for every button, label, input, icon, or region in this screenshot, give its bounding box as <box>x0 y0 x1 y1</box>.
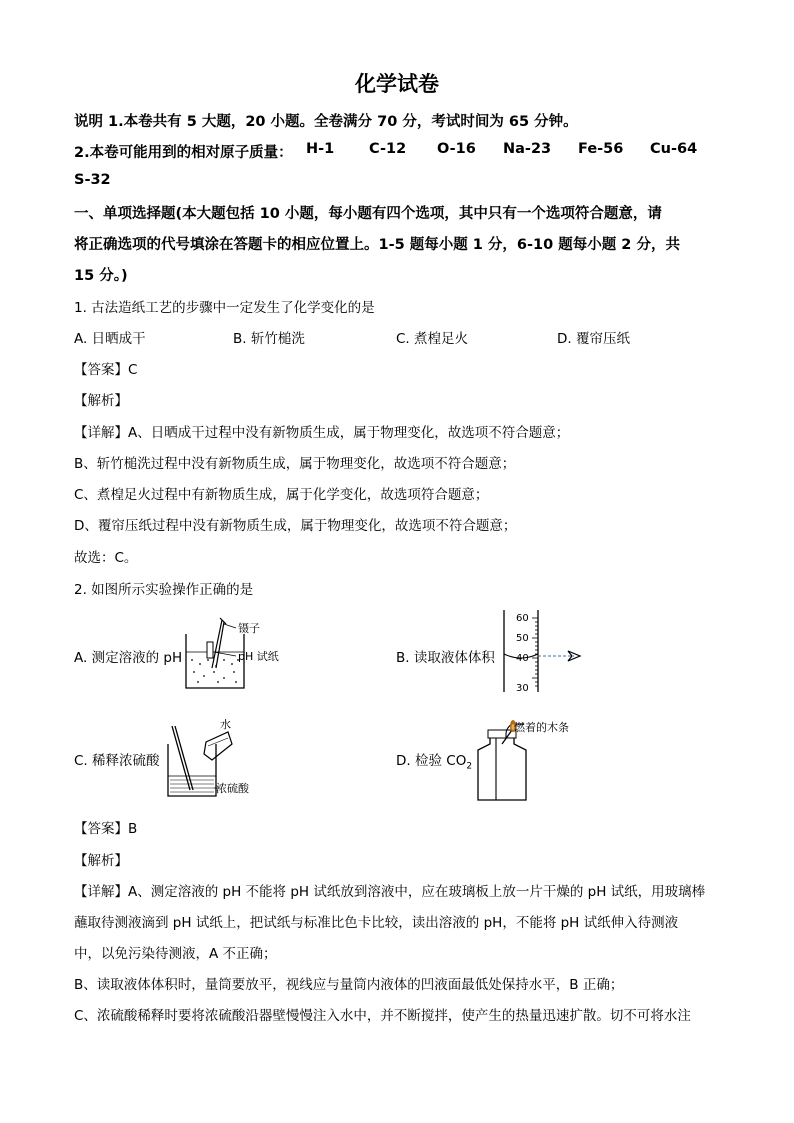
q2-stem: 2. 如图所示实验操作正确的是 <box>74 582 254 598</box>
q2-option-c: C. 稀释浓硫酸 <box>74 753 160 769</box>
graduated-cylinder-illustration <box>498 606 588 696</box>
q1-option-d: D. 覆帘压纸 <box>557 331 630 347</box>
q1-stem: 1. 古法造纸工艺的步骤中一定发生了化学变化的是 <box>74 300 375 316</box>
cylinder-tick-40: 40 <box>516 653 529 664</box>
page-title: 化学试卷 <box>355 72 439 96</box>
dilution-illustration <box>160 714 280 804</box>
atomic-mass-o: O-16 <box>437 141 476 157</box>
section1-line-2: 将正确选项的代号填涂在答题卡的相应位置上。1-5 题每小题 1 分，6-10 题每小题 2 分，共 <box>74 237 680 253</box>
q1-detail-line: 【详解】A、日晒成干过程中没有新物质生成，属于物理变化，故选项不符合题意； <box>74 425 570 441</box>
q2-analysis-label: 【解析】 <box>74 853 128 869</box>
q1-detail-line: D、覆帘压纸过程中没有新物质生成，属于物理变化，故选项不符合题意； <box>74 518 517 534</box>
q1-detail-line: 故选：C。 <box>74 550 138 566</box>
q1-detail-line: C、煮楻足火过程中有新物质生成，属于化学变化，故选项符合题意； <box>74 487 489 503</box>
intro-line-1: 说明 1.本卷共有 5 大题，20 小题。全卷满分 70 分，考试时间为 65 分钟。 <box>74 114 578 130</box>
q2-option-b: B. 读取液体体积 <box>396 650 495 666</box>
section1-line-1: 一、单项选择题(本大题包括 10 小题，每小题有四个选项，其中只有一个选项符合题意，请 <box>74 206 662 222</box>
burning-stick-label: 燃着的木条 <box>514 721 569 734</box>
cylinder-tick-30: 30 <box>516 683 529 694</box>
tweezers-label: 镊子 <box>238 622 260 635</box>
sulfuric-acid-label: 浓硫酸 <box>216 782 249 795</box>
ph-test-illustration <box>178 614 298 694</box>
co2-test-illustration <box>470 714 590 806</box>
section1-line-3: 15 分。) <box>74 268 128 284</box>
q2-option-a: A. 测定溶液的 pH <box>74 650 183 666</box>
atomic-mass-fe: Fe-56 <box>578 141 624 157</box>
q2-detail-line: 【详解】A、测定溶液的 pH 不能将 pH 试纸放到溶液中，应在玻璃板上放一片干燥的 pH 试纸，用玻璃棒 <box>74 884 706 900</box>
q1-option-c: C. 煮楻足火 <box>396 331 469 347</box>
q1-option-a: A. 日晒成干 <box>74 331 146 347</box>
atomic-mass-c: C-12 <box>369 141 407 157</box>
q2-detail-line: 蘸取待测液滴到 pH 试纸上，把试纸与标准比色卡比较，读出溶液的 pH，不能将 pH 试纸伸入待测液 <box>74 915 679 931</box>
cylinder-tick-60: 60 <box>516 613 529 624</box>
atomic-mass-cu: Cu-64 <box>650 141 698 157</box>
q1-option-b: B. 斩竹槌洗 <box>233 331 305 347</box>
atomic-mass-na: Na-23 <box>503 141 552 157</box>
q2-option-d-text: D. 检验 CO <box>396 753 467 769</box>
q2-option-d-subscript: 2 <box>466 761 473 772</box>
q2-detail-line: C、浓硫酸稀释时要将浓硫酸沿器壁慢慢注入水中，并不断搅拌，使产生的热量迅速扩散。切不可将水注 <box>74 1008 691 1024</box>
intro-line-3: S-32 <box>74 172 111 188</box>
q2-answer: 【答案】B <box>74 821 138 837</box>
q2-detail-line: B、读取液体体积时，量筒要放平，视线应与量筒内液体的凹液面最低处保持水平，B 正确； <box>74 977 624 993</box>
q1-detail-line: B、斩竹槌洗过程中没有新物质生成，属于物理变化，故选项不符合题意； <box>74 456 516 472</box>
atomic-mass-h: H-1 <box>306 141 335 157</box>
ph-paper-label: pH 试纸 <box>238 650 279 663</box>
water-label: 水 <box>220 718 231 731</box>
q1-answer: 【答案】C <box>74 362 138 378</box>
q2-detail-line: 中，以免污染待测液，A 不正确； <box>74 946 277 962</box>
cylinder-tick-50: 50 <box>516 633 529 644</box>
q2-option-d <box>396 749 472 772</box>
q1-analysis-label: 【解析】 <box>74 393 128 409</box>
intro-line-2-label: 2.本卷可能用到的相对原子质量： <box>74 145 293 161</box>
